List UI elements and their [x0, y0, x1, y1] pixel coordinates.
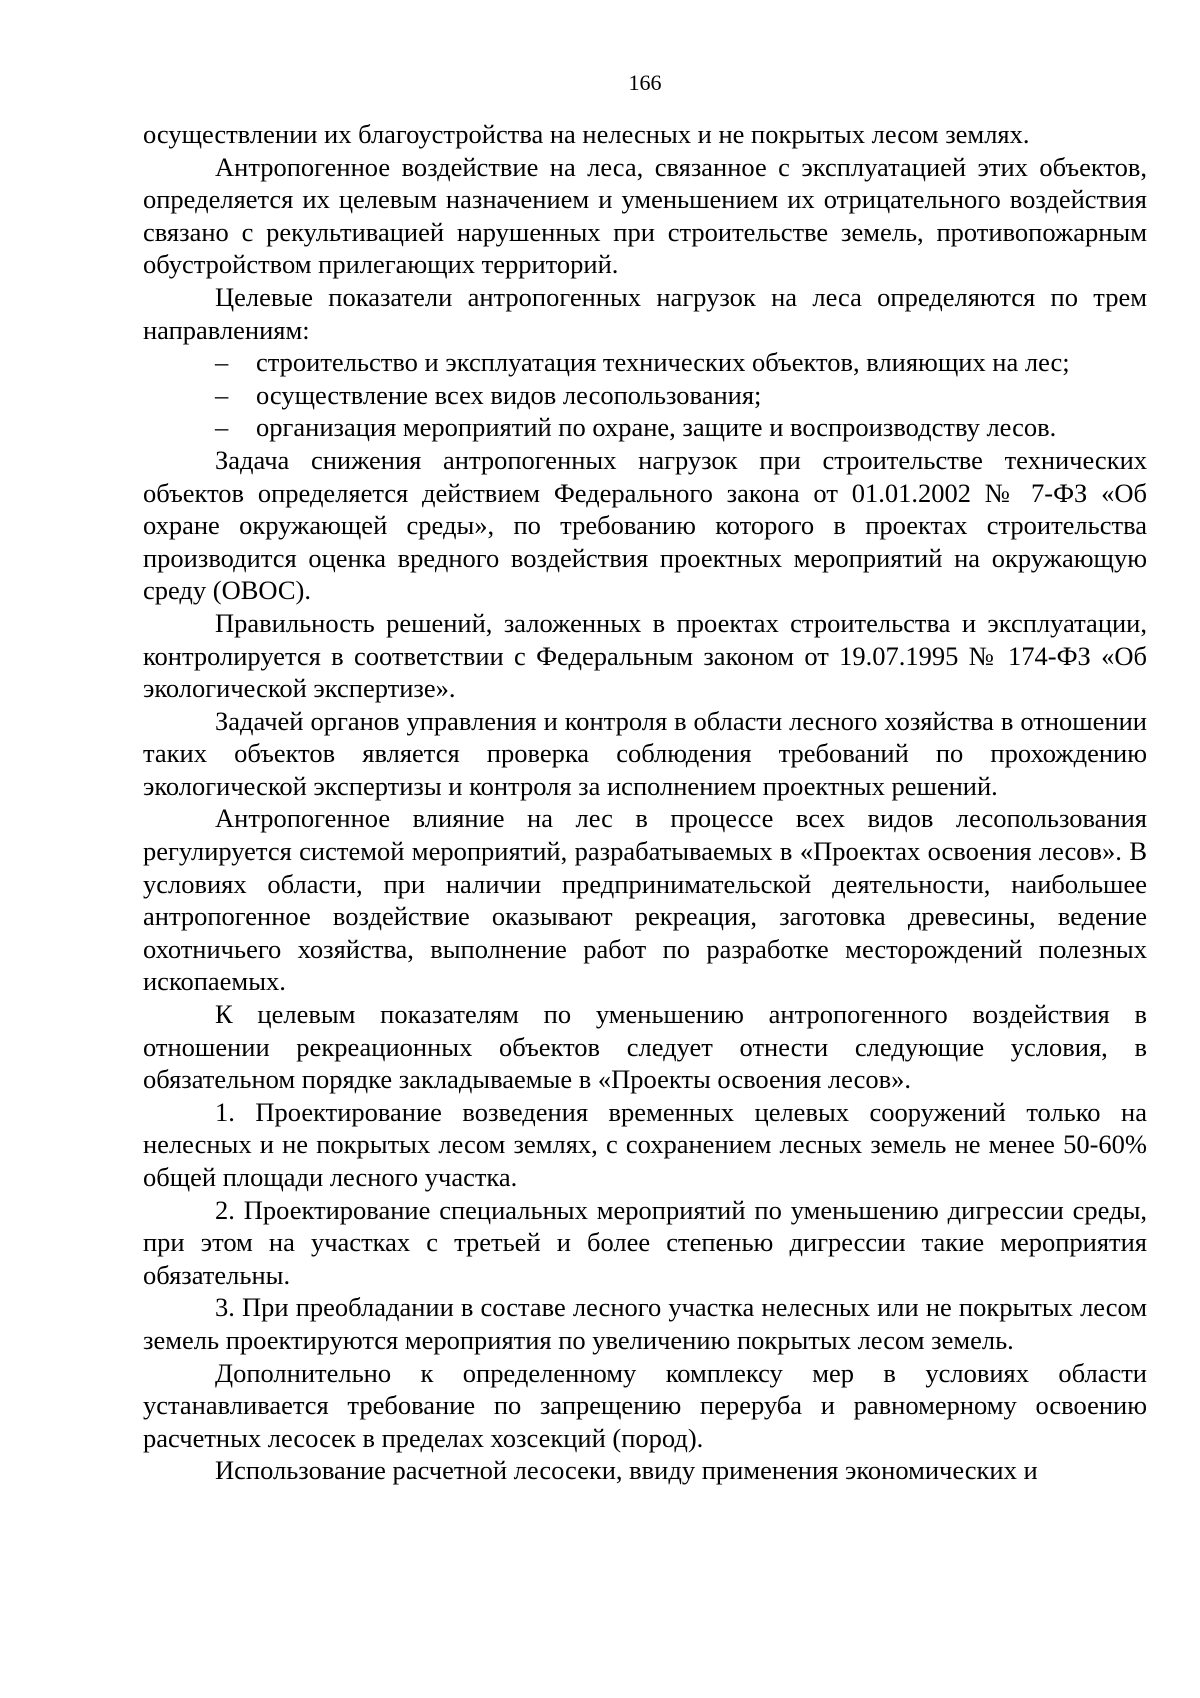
numbered-paragraph: 1. Проектирование возведения временных целевых сооружений только на нелесных и не покрытых лесом землях, с сохранением лесных земель не менее 50-60% общей площади лесного участка. [143, 1096, 1147, 1192]
list-dash-marker: – [215, 379, 229, 410]
list-dash-marker: – [215, 347, 229, 378]
list-item-text: осуществление всех видов лесопользования; [256, 379, 762, 410]
paragraph: Правильность решений, заложенных в проектах строительства и эксплуатации, контролируется в соответствии с Федеральным законом от 19.07.1995 № 174-ФЗ «Об экологической экспертизе». [143, 607, 1147, 704]
paragraph: Задачей органов управления и контроля в области лесного хозяйства в отношении таких объектов является проверка соблюдения требований по прохождению экологической экспертизы и контроля за исполнением проектных решений. [143, 705, 1147, 801]
paragraph: Антропогенное воздействие на леса, связанное с эксплуатацией этих объектов, определяется их целевым назначением и уменьшением их отрицательного воздействия связано с рекультивацией нарушенных при строительстве земель, противопожарным обустройством прилегающих территорий. [143, 151, 1147, 280]
list-item-text: организация мероприятий по охране, защите и воспроизводству лесов. [256, 412, 1057, 443]
paragraph-list-intro: Целевые показатели антропогенных нагрузок на леса определяются по трем направлениям: [143, 281, 1147, 345]
paragraph: К целевым показателям по уменьшению антропогенного воздействия в отношении рекреационных объектов следует отнести следующие условия, в обязательном порядке закладываемые в «Проекты освоения лесов». [143, 999, 1147, 1095]
paragraph: Задача снижения антропогенных нагрузок при строительстве технических объектов определяется действием Федерального закона от 01.01.2002 № 7-ФЗ «Об охране окружающей среды», по требованию которого в проектах строительства производится оценка вредного воздействия проектных мероприятий на окружающую среду (ОВОС). [143, 444, 1147, 606]
paragraph-truncated: Использование расчетной лесосеки, ввиду применения экономических и [215, 1455, 1038, 1486]
numbered-paragraph: 2. Проектирование специальных мероприятий по уменьшению дигрессии среды, при этом на участках с третьей и более степенью дигрессии такие мероприятия обязательны. [143, 1194, 1147, 1290]
list-item-text: строительство и эксплуатация технических объектов, влияющих на лес; [256, 347, 1070, 378]
page-number: 166 [628, 70, 662, 95]
document-body [143, 118, 1147, 1487]
list-item [143, 379, 1147, 412]
numbered-paragraph: 3. При преобладании в составе лесного участка нелесных или не покрытых лесом земель проектируются мероприятия по увеличению покрытых лесом земель. [143, 1292, 1147, 1355]
directions-list [143, 346, 1147, 444]
list-dash-marker: – [215, 412, 229, 443]
list-item [143, 346, 1147, 379]
paragraph-continuation: осуществлении их благоустройства на нелесных и не покрытых лесом землях. [143, 119, 1030, 149]
list-item [143, 411, 1147, 444]
paragraph: Антропогенное влияние на лес в процессе всех видов лесопользования регулируется системой мероприятий, разрабатываемых в «Проектах освоения лесов». В условиях области, при наличии предпринимательской деятельности, наибольшее антропогенное воздействие оказывают рекреация, заготовка древесины, ведение охотничьего хозяйства, выполнение работ по разработке месторождений полезных ископаемых. [143, 803, 1147, 997]
paragraph: Дополнительно к определенному комплексу мер в условиях области устанавливается требование по запрещению переруба и равномерному освоению расчетных лесосек в пределах хозсекций (пород). [143, 1357, 1147, 1453]
